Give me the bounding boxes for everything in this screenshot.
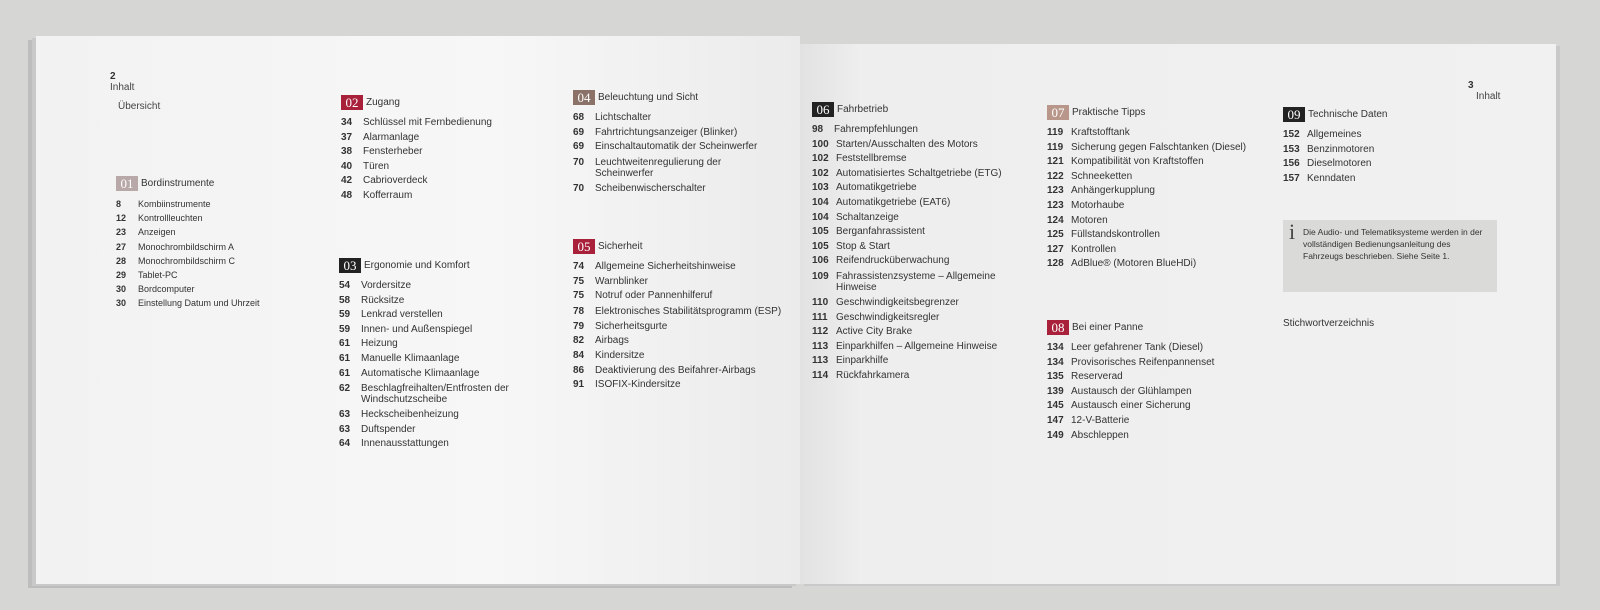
section-05 <box>573 238 795 393</box>
toc-page-number: 79 <box>573 320 585 332</box>
toc-entry-title: Leuchtweitenregulierung der Scheinwerfer <box>595 156 722 179</box>
toc-page-number: 111 <box>812 311 828 323</box>
toc-entry-title: Elektronisches Stabilitätsprogramm (ESP) <box>595 305 782 317</box>
toc-entry[interactable] <box>1047 214 1263 229</box>
toc-entry-title: Vordersitze <box>361 280 412 291</box>
toc-entry[interactable] <box>1047 155 1263 170</box>
toc-entry[interactable] <box>116 296 326 310</box>
toc-page-number: 145 <box>1047 400 1064 412</box>
toc-entry[interactable] <box>1283 143 1499 158</box>
toc-page-number: 91 <box>573 379 585 391</box>
toc-entry[interactable] <box>573 182 773 197</box>
toc-page-number: 121 <box>1047 156 1064 168</box>
toc-entry[interactable] <box>1047 385 1263 400</box>
section-title: Bordinstrumente <box>141 177 215 189</box>
toc-entry-title: Kombiinstrumente <box>138 199 211 209</box>
section-title: Ergonomie und Komfort <box>364 259 470 271</box>
toc-entry[interactable] <box>812 225 1022 240</box>
toc-entry-title: Rückfahrkamera <box>836 369 910 381</box>
section-01 <box>116 175 326 311</box>
toc-entry[interactable] <box>812 138 1022 153</box>
toc-page-number: 105 <box>812 240 829 252</box>
toc-entry[interactable] <box>341 160 561 175</box>
toc-page-number: 147 <box>1047 414 1064 426</box>
toc-entry-title: Schlüssel mit Fernbedienung <box>363 117 492 128</box>
toc-page-number: 69 <box>573 141 585 153</box>
toc-entry-title: Abschleppen <box>1071 429 1129 441</box>
toc-entry-title: Einparkhilfen – Allgemeine Hinweise <box>836 340 998 352</box>
toc-page-number: 75 <box>573 275 585 287</box>
toc-entry[interactable] <box>1047 257 1263 272</box>
toc-entry[interactable] <box>573 140 773 155</box>
toc-entry-title: Lenkrad verstellen <box>361 309 443 321</box>
section-04 <box>573 89 773 196</box>
toc-entry-title: Starten/Ausschalten des Motors <box>836 138 978 150</box>
section-number: 01 <box>116 176 138 191</box>
toc-entry[interactable] <box>573 306 795 317</box>
toc-entry-title: Türen <box>363 160 390 172</box>
toc-entry[interactable] <box>573 334 795 349</box>
toc-entry-title: Anzeigen <box>138 227 176 238</box>
toc-entry[interactable] <box>339 294 551 309</box>
toc-entry[interactable] <box>341 145 561 160</box>
toc-entry-title: Monochrombildschirm C <box>138 255 236 266</box>
toc-entry-title: Manuelle Klimaanlage <box>361 352 460 364</box>
toc-entry[interactable] <box>1047 170 1263 185</box>
toc-entry[interactable] <box>116 211 326 225</box>
toc-entry[interactable] <box>116 268 326 282</box>
toc-entry-title: Airbags <box>595 335 629 347</box>
toc-entry-title: Automatikgetriebe (EAT6) <box>836 196 951 208</box>
toc-entry-title: Tablet-PC <box>138 270 178 281</box>
toc-page-number: 156 <box>1283 158 1300 170</box>
toc-page-number: 128 <box>1047 258 1064 270</box>
toc-entry[interactable] <box>812 167 1022 182</box>
toc-page-number: 98 <box>812 124 824 135</box>
toc-entry-title: Sicherung gegen Falschtanken (Diesel) <box>1071 141 1247 153</box>
toc-page-number: 12 <box>116 213 127 224</box>
info-box <box>1283 220 1497 292</box>
toc-entry-title: Innenausstattungen <box>361 438 449 450</box>
toc-page-number: 74 <box>573 261 585 272</box>
section-06 <box>812 101 1022 384</box>
toc-page-number: 59 <box>339 309 351 321</box>
toc-entry-title: 12-V-Batterie <box>1071 414 1130 426</box>
toc-entry-title: Füllstandskontrollen <box>1071 229 1160 241</box>
toc-entry-title: Allgemeine Sicherheitshinweise <box>595 261 736 272</box>
toc-entry[interactable] <box>341 174 561 189</box>
section-08 <box>1047 319 1263 443</box>
toc-page-number: 123 <box>1047 185 1064 197</box>
section-number: 07 <box>1047 105 1069 120</box>
toc-entry-title: Reserverad <box>1071 371 1123 383</box>
toc-page-number: 113 <box>812 355 829 367</box>
toc-entry-title: Austausch der Glühlampen <box>1071 385 1192 397</box>
toc-page-number: 157 <box>1283 172 1300 184</box>
section-title: Praktische Tipps <box>1072 106 1146 118</box>
toc-entry-title: Allgemeines <box>1307 129 1362 140</box>
toc-entry-title: Leer gefahrener Tank (Diesel) <box>1071 342 1204 353</box>
toc-entry[interactable] <box>812 152 1022 167</box>
toc-entry[interactable] <box>1047 126 1263 141</box>
toc-entry[interactable] <box>341 189 561 204</box>
toc-entry-title: Active City Brake <box>836 326 913 338</box>
toc-entry-title: Geschwindigkeitsbegrenzer <box>836 296 959 308</box>
toc-entry-title: Kontrollleuchten <box>138 213 203 224</box>
toc-page-number: 70 <box>573 182 585 194</box>
section-number: 09 <box>1283 107 1305 122</box>
toc-entry[interactable] <box>812 123 1022 138</box>
toc-entry[interactable] <box>812 211 1022 226</box>
toc-page-number: 30 <box>116 298 127 309</box>
overview-label: Übersicht <box>118 101 161 112</box>
toc-entry[interactable] <box>1047 199 1263 214</box>
toc-page-number: 134 <box>1047 342 1064 353</box>
toc-page-number: 86 <box>573 364 585 376</box>
toc-entry-title: Deaktivierung des Beifahrer-Airbags <box>595 364 756 376</box>
toc-page-number: 61 <box>339 367 351 379</box>
toc-entry[interactable] <box>339 279 551 294</box>
toc-page-number: 119 <box>1047 127 1064 138</box>
toc-page-number: 149 <box>1047 429 1064 441</box>
toc-page-number: 63 <box>339 409 351 421</box>
toc-entry-title: Heizung <box>361 338 398 350</box>
toc-page-number: 124 <box>1047 214 1064 226</box>
section-number: 08 <box>1047 320 1069 335</box>
toc-entry-title: Heckscheibenheizung <box>361 409 459 421</box>
toc-entry[interactable] <box>812 354 1022 369</box>
toc-entry[interactable] <box>339 383 551 405</box>
toc-page-number: 82 <box>573 335 585 347</box>
toc-page-number: 28 <box>116 255 127 266</box>
toc-entry-title: Notruf oder Pannenhilferuf <box>595 290 713 302</box>
toc-entry[interactable] <box>116 240 326 254</box>
toc-entry-title: Schaltanzeige <box>836 211 899 223</box>
toc-entry-title: Stop & Start <box>836 240 890 252</box>
toc-page-number: 64 <box>339 438 351 450</box>
section-number: 02 <box>341 95 363 110</box>
toc-entry[interactable] <box>1047 341 1263 356</box>
toc-entry[interactable] <box>1047 399 1263 414</box>
toc-page-number: 63 <box>339 423 351 435</box>
toc-entry-title: Kenndaten <box>1307 172 1356 184</box>
toc-page-number: 125 <box>1047 229 1064 241</box>
toc-entry-title: Monochrombildschirm A <box>138 241 235 252</box>
toc-page-number: 114 <box>812 369 829 381</box>
toc-page-number: 113 <box>812 340 829 352</box>
toc-entry[interactable] <box>573 275 795 290</box>
toc-entry[interactable] <box>341 131 561 146</box>
toc-entry[interactable] <box>1047 184 1263 199</box>
toc-page-number: 48 <box>341 189 353 201</box>
section-number: 04 <box>573 90 595 105</box>
toc-page-number: 37 <box>341 131 353 143</box>
toc-entry-title: Einstellung Datum und Uhrzeit <box>138 298 260 309</box>
toc-entry-title: Einschaltautomatik der Scheinwerfer <box>595 141 758 153</box>
toc-entry-title: Duftspender <box>361 423 416 435</box>
toc-entry-title: Kontrollen <box>1071 243 1117 255</box>
toc-entry-title: Provisorisches Reifenpannenset <box>1071 356 1215 368</box>
toc-page-number: 104 <box>812 211 829 223</box>
toc-entry[interactable] <box>1047 228 1263 243</box>
toc-page-number: 42 <box>341 175 353 187</box>
toc-page-number: 38 <box>341 146 353 158</box>
toc-entry-title: Automatische Klimaanlage <box>361 367 480 379</box>
toc-entry[interactable] <box>1283 128 1499 143</box>
toc-page-number: 110 <box>812 296 829 308</box>
left-page-number: 2 <box>110 71 116 82</box>
section-title: Technische Daten <box>1308 108 1388 120</box>
toc-page-number: 153 <box>1283 143 1300 155</box>
toc-entry-title: Scheibenwischerschalter <box>595 182 706 194</box>
toc-entry[interactable] <box>573 111 773 126</box>
toc-entry[interactable] <box>339 367 551 382</box>
section-title: Beleuchtung und Sicht <box>598 91 699 103</box>
toc-entry[interactable] <box>339 408 551 423</box>
left-page-header: Inhalt <box>110 82 135 93</box>
toc-entry[interactable] <box>573 289 795 304</box>
info-icon: i <box>1289 219 1296 244</box>
toc-entry[interactable] <box>1047 356 1263 371</box>
toc-page-number: 119 <box>1047 141 1064 153</box>
toc-entry-title: Automatisiertes Schaltgetriebe (ETG) <box>836 167 1002 179</box>
toc-page-number: 139 <box>1047 385 1064 397</box>
toc-entry[interactable] <box>339 308 551 323</box>
toc-entry[interactable] <box>339 323 551 338</box>
toc-entry[interactable] <box>573 157 773 179</box>
toc-page-number: 123 <box>1047 199 1064 211</box>
toc-entry[interactable] <box>812 196 1022 211</box>
toc-entry[interactable] <box>339 352 551 367</box>
toc-entry[interactable] <box>116 282 326 296</box>
toc-page-number: 78 <box>573 305 585 317</box>
toc-entry-title: Benzinmotoren <box>1307 143 1375 155</box>
toc-entry-title: Alarmanlage <box>363 131 420 143</box>
toc-entry[interactable] <box>339 337 551 352</box>
section-09 <box>1283 106 1499 186</box>
toc-page-number: 62 <box>339 383 351 395</box>
toc-page-number: 29 <box>116 270 127 281</box>
toc-entry-title: Fahrassistenzsysteme – Allgemeine Hinweise <box>836 270 996 293</box>
toc-page-number: 30 <box>116 284 127 295</box>
toc-entry-title: Motoren <box>1071 214 1108 226</box>
section-number: 06 <box>812 102 834 117</box>
section-03 <box>339 257 551 452</box>
toc-entry[interactable] <box>812 325 1022 340</box>
toc-page-number: 134 <box>1047 356 1064 368</box>
section-title: Bei einer Panne <box>1072 321 1144 333</box>
toc-entry[interactable] <box>1047 414 1263 429</box>
toc-entry-title: Rücksitze <box>361 294 405 306</box>
toc-page-number: 61 <box>339 352 351 364</box>
section-title: Zugang <box>366 96 400 108</box>
toc-entry[interactable] <box>116 254 326 268</box>
toc-entry[interactable] <box>812 254 1022 269</box>
toc-entry-title: Cabrioverdeck <box>363 175 428 187</box>
toc-entry-title: Kindersitze <box>595 349 645 361</box>
toc-entry-title: Sicherheitsgurte <box>595 320 668 332</box>
toc-entry[interactable] <box>1283 157 1499 172</box>
toc-entry-title: Bordcomputer <box>138 284 195 295</box>
section-number: 05 <box>573 239 595 254</box>
toc-entry[interactable] <box>812 181 1022 196</box>
toc-entry[interactable] <box>1047 370 1263 385</box>
toc-page-number: 109 <box>812 270 829 282</box>
toc-page-number: 70 <box>573 156 585 168</box>
toc-page-number: 135 <box>1047 371 1064 383</box>
toc-entry-title: Geschwindigkeitsregler <box>836 311 940 323</box>
toc-entry-title: Feststellbremse <box>836 153 907 165</box>
toc-entry[interactable] <box>1047 243 1263 258</box>
toc-page-number: 84 <box>573 349 585 361</box>
toc-entry[interactable] <box>1047 429 1263 444</box>
toc-entry[interactable] <box>339 423 551 438</box>
section-07 <box>1047 104 1263 272</box>
toc-entry-title: Beschlagfreihalten/Entfrosten der Windschutzscheibe <box>361 383 509 406</box>
toc-page-number: 104 <box>812 196 829 208</box>
toc-page-number: 8 <box>116 199 122 209</box>
toc-entry-title: Reifendrucküberwachung <box>836 255 950 267</box>
toc-entry-title: Einparkhilfe <box>836 355 889 367</box>
section-title: Fahrbetrieb <box>837 103 889 115</box>
toc-entry[interactable] <box>573 126 773 141</box>
toc-page-number: 103 <box>812 182 829 194</box>
right-page-header: Inhalt <box>1476 91 1501 102</box>
toc-page-number: 54 <box>339 280 351 291</box>
toc-page-number: 102 <box>812 167 829 179</box>
toc-entry[interactable] <box>812 296 1022 311</box>
toc-page-number: 59 <box>339 323 351 335</box>
section-title: Sicherheit <box>598 240 643 252</box>
toc-entry-title: Austausch einer Sicherung <box>1071 400 1191 412</box>
toc-entry-title: Dieselmotoren <box>1307 158 1372 170</box>
toc-page-number: 112 <box>812 326 829 338</box>
toc-entry[interactable] <box>573 320 795 335</box>
toc-entry[interactable] <box>812 369 1022 384</box>
toc-entry-title: Innen- und Außenspiegel <box>361 323 473 335</box>
toc-entry-title: Fahrtrichtungsanzeiger (Blinker) <box>595 126 738 138</box>
toc-entry-title: AdBlue® (Motoren BlueHDi) <box>1071 258 1197 270</box>
toc-page-number: 40 <box>341 160 353 172</box>
toc-page-number: 122 <box>1047 170 1064 182</box>
toc-entry-title: Automatikgetriebe <box>836 182 917 194</box>
info-text: Die Audio- und Telematiksysteme werden in der vollständigen Bedienungsanleitung des Fahrzeugs beschrieben. Siehe Seite 1. <box>1303 227 1483 261</box>
toc-entry[interactable] <box>116 197 326 211</box>
toc-entry[interactable] <box>1047 141 1263 156</box>
toc-entry-title: Schneeketten <box>1071 170 1133 182</box>
toc-entry-title: Fensterheber <box>363 146 423 158</box>
toc-page-number: 106 <box>812 255 829 267</box>
section-number: 03 <box>339 258 361 273</box>
toc-entry[interactable] <box>1283 172 1499 187</box>
toc-page-number: 152 <box>1283 129 1300 140</box>
toc-entry-title: Anhängerkupplung <box>1071 185 1155 197</box>
toc-page-number: 68 <box>573 112 585 123</box>
toc-page-number: 61 <box>339 338 351 350</box>
toc-entry-title: Motorhaube <box>1071 199 1125 211</box>
toc-entry-title: Lichtschalter <box>595 112 652 123</box>
toc-page-number: 127 <box>1047 243 1064 255</box>
toc-page-number: 100 <box>812 138 829 150</box>
toc-entry-title: Kofferraum <box>363 189 413 201</box>
toc-entry[interactable] <box>573 364 795 379</box>
toc-entry[interactable] <box>573 260 795 275</box>
toc-entry[interactable] <box>339 437 551 452</box>
toc-page-number: 69 <box>573 126 585 138</box>
toc-page-number: 23 <box>116 227 127 238</box>
toc-entry-title: Warnblinker <box>595 275 648 287</box>
toc-entry[interactable] <box>812 311 1022 326</box>
toc-entry[interactable] <box>573 378 795 393</box>
toc-entry[interactable] <box>812 271 1022 293</box>
toc-page-number: 102 <box>812 153 829 165</box>
toc-entry[interactable] <box>812 340 1022 355</box>
toc-entry-title: Berganfahrassistent <box>836 226 925 238</box>
toc-entry[interactable] <box>341 116 561 131</box>
toc-entry[interactable] <box>116 225 326 239</box>
toc-page-number: 27 <box>116 241 127 252</box>
toc-page-number: 105 <box>812 226 829 238</box>
toc-entry-title: Fahrempfehlungen <box>834 124 918 135</box>
toc-entry[interactable] <box>812 240 1022 255</box>
toc-page-number: 58 <box>339 294 351 306</box>
toc-page-number: 34 <box>341 117 353 128</box>
index-link[interactable]: Stichwortverzeichnis <box>1283 318 1375 329</box>
toc-entry-title: Kompatibilität von Kraftstoffen <box>1071 156 1204 168</box>
toc-page-number: 75 <box>573 290 585 302</box>
toc-entry-title: Kraftstofftank <box>1071 127 1130 138</box>
toc-entry[interactable] <box>573 349 795 364</box>
right-page-number: 3 <box>1468 80 1474 91</box>
toc-entry-title: ISOFIX-Kindersitze <box>595 379 681 391</box>
section-02 <box>341 94 561 204</box>
